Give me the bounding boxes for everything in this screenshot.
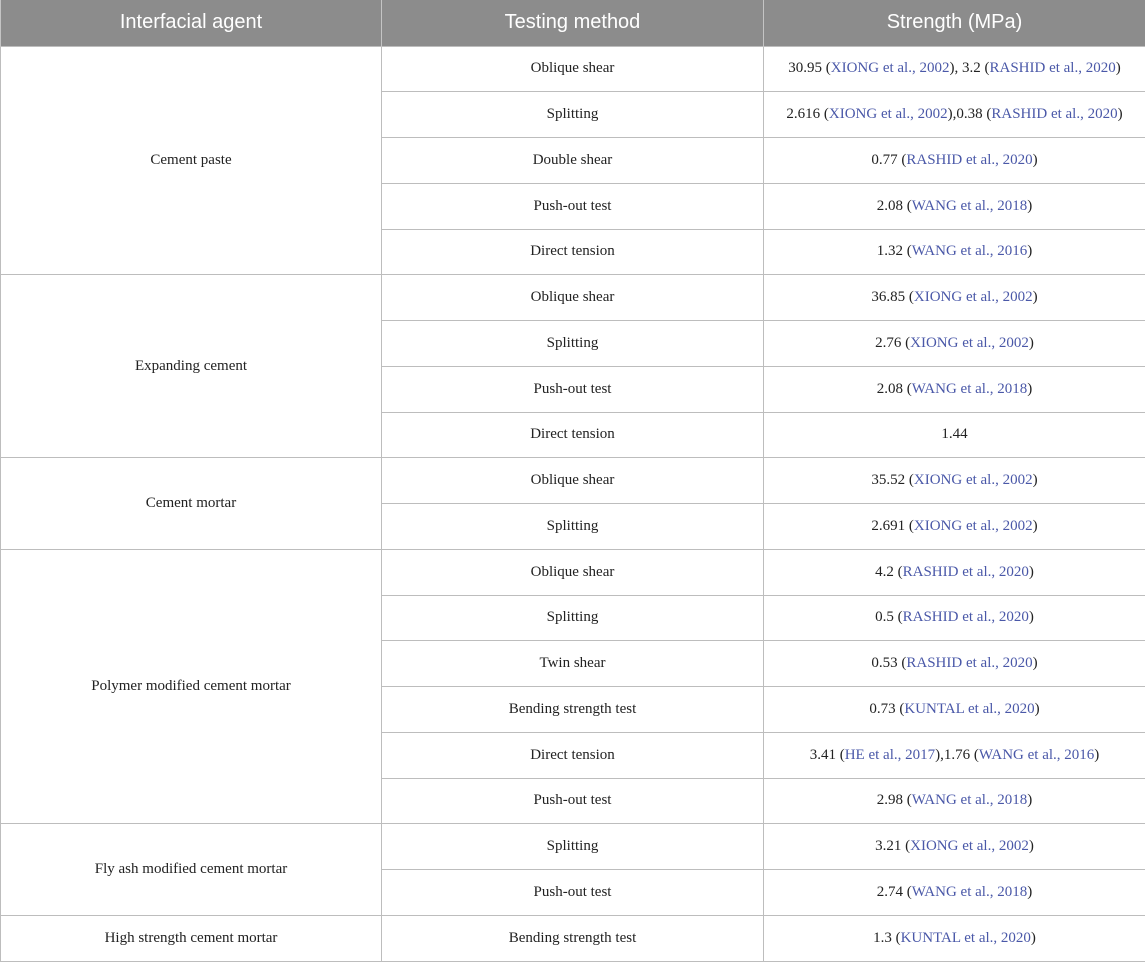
testing-method-cell: Splitting [382,321,764,367]
testing-method-cell: Direct tension [382,229,764,275]
strength-value-text: ) [1027,381,1032,397]
reference-link[interactable]: XIONG et al., 2002 [910,335,1029,351]
strength-cell [764,915,1145,961]
strength-cell [764,778,1145,824]
strength-value-text: ) [1029,838,1034,854]
testing-method-cell: Double shear [382,138,764,184]
header-testing-method: Testing method [382,0,764,46]
reference-link[interactable]: HE et al., 2017 [845,747,935,763]
strength-value-text: 2.691 ( [871,518,914,534]
testing-method-cell: Direct tension [382,412,764,458]
strength-value-text: ) [1029,564,1034,580]
strength-value-text: 36.85 ( [871,289,914,305]
strength-value-text: 2.98 ( [877,792,912,808]
strength-value-text: 1.44 [941,426,967,442]
strength-cell [764,138,1145,184]
strength-cell [764,321,1145,367]
strength-cell [764,92,1145,138]
table-row [1,915,1145,961]
strength-value-text: 1.3 ( [873,930,901,946]
reference-link[interactable]: RASHID et al., 2020 [906,655,1032,671]
strength-value-text: 2.08 ( [877,198,912,214]
strength-value-text: 4.2 ( [875,564,903,580]
table-header-row [1,0,1145,46]
header-strength: Strength (MPa) [764,0,1145,46]
strength-value-text: 35.52 ( [871,472,914,488]
testing-method-cell: Splitting [382,824,764,870]
strength-value-text: 2.74 ( [877,884,912,900]
strength-value-text: ) [1027,792,1032,808]
strength-value-text: ),0.38 ( [948,106,992,122]
strength-value-text: 3.41 ( [810,747,845,763]
testing-method-cell: Direct tension [382,732,764,778]
table-row [1,275,1145,321]
table-row [1,549,1145,595]
strength-cell [764,275,1145,321]
reference-link[interactable]: RASHID et al., 2020 [991,106,1117,122]
strength-value-text: 1.32 ( [877,243,912,259]
strength-value-text: ) [1029,609,1034,625]
testing-method-cell: Oblique shear [382,458,764,504]
testing-method-cell: Splitting [382,504,764,550]
strength-cell [764,458,1145,504]
reference-link[interactable]: RASHID et al., 2020 [903,564,1029,580]
strength-value-text: 0.53 ( [871,655,906,671]
table-row [1,824,1145,870]
reference-link[interactable]: WANG et al., 2018 [912,884,1027,900]
strength-value-text: ) [1033,472,1038,488]
strength-value-text: ) [1031,930,1036,946]
testing-method-cell: Bending strength test [382,915,764,961]
strength-value-text: 2.616 ( [786,106,829,122]
strength-value-text: 30.95 ( [788,60,831,76]
strength-cell [764,595,1145,641]
interfacial-agent-cell: Cement paste [1,46,382,275]
strength-value-text: ) [1118,106,1123,122]
strength-value-text: ) [1027,243,1032,259]
testing-method-cell: Oblique shear [382,275,764,321]
testing-method-cell: Oblique shear [382,46,764,92]
testing-method-cell: Push-out test [382,183,764,229]
testing-method-cell: Bending strength test [382,687,764,733]
strength-value-text: ),1.76 ( [935,747,979,763]
testing-method-cell: Splitting [382,92,764,138]
strength-value-text: 0.5 ( [875,609,903,625]
reference-link[interactable]: WANG et al., 2018 [912,198,1027,214]
strength-value-text: 0.77 ( [871,152,906,168]
reference-link[interactable]: RASHID et al., 2020 [906,152,1032,168]
strength-cell [764,46,1145,92]
strength-cell [764,687,1145,733]
strength-value-text: 3.21 ( [875,838,910,854]
reference-link[interactable]: XIONG et al., 2002 [829,106,948,122]
reference-link[interactable]: KUNTAL et al., 2020 [901,930,1031,946]
testing-method-cell: Oblique shear [382,549,764,595]
strength-value-text: ), 3.2 ( [949,60,989,76]
strength-cell [764,366,1145,412]
table-row [1,46,1145,92]
strength-value-text: 2.76 ( [875,335,910,351]
reference-link[interactable]: XIONG et al., 2002 [914,289,1033,305]
header-interfacial-agent: Interfacial agent [1,0,382,46]
strength-value-text: ) [1035,701,1040,717]
strength-value-text: ) [1094,747,1099,763]
strength-value-text: 0.73 ( [869,701,904,717]
reference-link[interactable]: XIONG et al., 2002 [831,60,950,76]
testing-method-cell: Push-out test [382,778,764,824]
strength-cell [764,412,1145,458]
strength-value-text: ) [1033,655,1038,671]
strength-value-text: ) [1033,152,1038,168]
reference-link[interactable]: WANG et al., 2018 [912,792,1027,808]
strength-value-text: ) [1033,289,1038,305]
interfacial-agent-cell: High strength cement mortar [1,915,382,961]
strength-cell [764,732,1145,778]
strength-value-text: ) [1116,60,1121,76]
interfacial-agent-cell: Polymer modified cement mortar [1,549,382,824]
reference-link[interactable]: XIONG et al., 2002 [914,472,1033,488]
strength-cell [764,824,1145,870]
strength-value-text: ) [1027,198,1032,214]
reference-link[interactable]: WANG et al., 2016 [979,747,1094,763]
strength-cell [764,229,1145,275]
reference-link[interactable]: KUNTAL et al., 2020 [904,701,1034,717]
strength-value-text: ) [1029,335,1034,351]
reference-link[interactable]: RASHID et al., 2020 [903,609,1029,625]
reference-link[interactable]: WANG et al., 2016 [912,243,1027,259]
testing-method-cell: Push-out test [382,870,764,916]
strength-value-text: ) [1027,884,1032,900]
strength-cell [764,183,1145,229]
reference-link[interactable]: XIONG et al., 2002 [914,518,1033,534]
table-body [1,46,1145,961]
interfacial-agent-cell: Cement mortar [1,458,382,550]
reference-link[interactable]: WANG et al., 2018 [912,381,1027,397]
interfacial-agent-cell: Fly ash modified cement mortar [1,824,382,916]
reference-link[interactable]: XIONG et al., 2002 [910,838,1029,854]
strength-cell [764,641,1145,687]
strength-cell [764,549,1145,595]
testing-method-cell: Twin shear [382,641,764,687]
strength-value-text: 2.08 ( [877,381,912,397]
testing-method-cell: Push-out test [382,366,764,412]
strength-cell [764,870,1145,916]
interfacial-agent-cell: Expanding cement [1,275,382,458]
testing-method-cell: Splitting [382,595,764,641]
strength-value-text: ) [1033,518,1038,534]
strength-cell [764,504,1145,550]
table-row [1,458,1145,504]
reference-link[interactable]: RASHID et al., 2020 [989,60,1115,76]
